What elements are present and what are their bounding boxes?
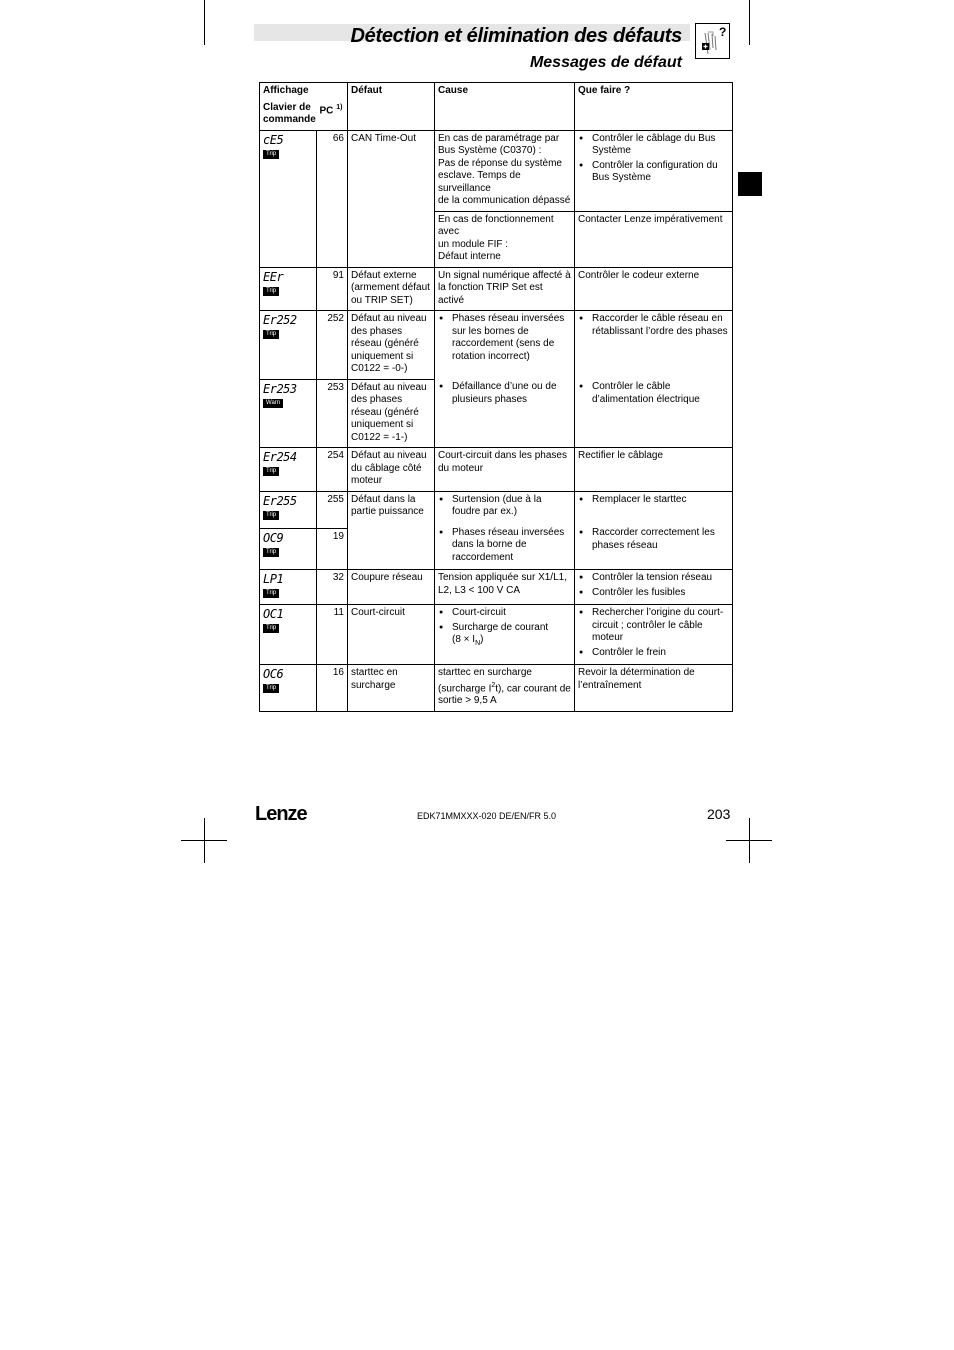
fault-code-cell: [260, 267, 317, 311]
trip-badge: Trip: [263, 548, 279, 557]
list-item: ● Surtension (due à la foudre par ex.): [438, 494, 571, 519]
remedy-text: Contrôler le codeur externe: [575, 267, 733, 311]
list-item: ● Surcharge de courant $(8 \times I_N)$: [438, 622, 571, 651]
header-remedy: Que faire ?: [575, 83, 733, 131]
list-item: ● Raccorder le câble réseau en rétablissant l’ordre des phases: [578, 313, 729, 338]
fault-text: Court-circuit: [348, 605, 435, 665]
pc-code: 66: [317, 130, 348, 267]
remedy-text: Rectifier le câblage: [575, 448, 733, 492]
header-fault: Défaut: [348, 83, 435, 131]
cause-text: starttec en surcharge (surcharge $I^2t$), car courant de sortie > 9,5 A: [435, 665, 575, 712]
page-title: Détection et élimination des défauts: [350, 25, 682, 47]
chapter-tab-marker: [738, 172, 762, 196]
pc-code: 11: [317, 605, 348, 665]
table-row: [260, 665, 733, 712]
list-item: ● Raccorder correctement les phases réseau: [578, 527, 729, 552]
pc-code: 254: [317, 448, 348, 492]
crop-mark: [726, 840, 772, 841]
fault-code: EEr: [263, 269, 284, 284]
fault-code-cell: [260, 605, 317, 665]
fault-code: Er254: [263, 450, 297, 464]
header-pc: PC $^{1)}$: [317, 98, 348, 131]
pc-code: 255: [317, 491, 348, 529]
fault-code: Er253: [263, 381, 297, 396]
list-item: ● Phases réseau inversées sur les bornes de raccordement (sens de rotation incorrect): [438, 313, 571, 363]
fault-code-cell: [260, 311, 317, 380]
table-row: [260, 491, 733, 529]
list-item: ● Contrôler la configuration du Bus Système: [578, 160, 729, 185]
page-number: 203: [707, 806, 731, 822]
remedy-text: [575, 570, 733, 605]
fault-text: Coupure réseau: [348, 570, 435, 605]
cause-text: Court-circuit dans les phases du moteur: [435, 448, 575, 492]
remedy-text: [575, 130, 733, 211]
fault-code-cell: [260, 448, 317, 492]
fault-code-cell: [260, 570, 317, 605]
list-item: ● Rechercher l’origine du court-circuit ; contrôler le câble moteur: [578, 607, 729, 645]
lenze-logo: Lenze: [255, 803, 307, 825]
pc-code: 252: [317, 311, 348, 380]
list-item: ● Contrôler le frein: [578, 647, 729, 660]
fault-code: Er255: [263, 493, 297, 508]
remedy-text: Revoir la détermination de l’entraînement: [575, 665, 733, 712]
crop-mark: [204, 0, 205, 45]
trip-badge: Trip: [263, 467, 279, 476]
question-mark-icon: [695, 23, 730, 59]
page-subtitle: Messages de défaut: [529, 54, 682, 71]
list-item: ● Contrôler les fusibles: [578, 587, 729, 600]
trip-badge: Trip: [263, 150, 279, 159]
list-item: ● Remplacer le starttec: [578, 494, 729, 507]
table-row: [260, 570, 733, 605]
svg-text:?: ?: [719, 25, 727, 39]
header-cause: Cause: [435, 83, 575, 131]
fault-text: Défaut au niveau des phases réseau (généré uniquement si C0122 = -1-): [348, 379, 435, 448]
fault-code: OC9: [263, 531, 284, 545]
fault-text: Défaut dans la partie puissance: [348, 491, 435, 570]
list-item: ● Contrôler la tension réseau: [578, 572, 729, 585]
header-display: Affichage: [260, 83, 348, 98]
pc-code: 19: [317, 529, 348, 570]
list-item: ● Court-circuit: [438, 607, 571, 620]
trip-badge: Trip: [263, 684, 279, 693]
pc-code: 91: [317, 267, 348, 311]
pc-code: 253: [317, 379, 348, 448]
fault-code: LP1: [263, 572, 284, 586]
fault-text: starttec en surcharge: [348, 665, 435, 712]
cause-text: En cas de fonctionnement avec un module FIF : Défaut interne: [435, 211, 575, 267]
remedy-text: [575, 605, 733, 665]
trip-badge: Trip: [263, 330, 279, 339]
pc-code: 16: [317, 665, 348, 712]
fault-code-cell: [260, 529, 317, 570]
cause-text: En cas de paramétrage par Bus Système (C0370) : Pas de réponse du système esclave. Temps de surveillance de la communication dépassé: [435, 130, 575, 211]
trip-badge: Trip: [263, 511, 279, 520]
list-item: ● Contrôler le câblage du Bus Système: [578, 133, 729, 158]
table-row: [260, 267, 733, 311]
fault-text: Défaut au niveau des phases réseau (généré uniquement si C0122 = -0-): [348, 311, 435, 380]
table-row: [260, 605, 733, 665]
fault-code: OC1: [263, 607, 284, 621]
crop-mark: [749, 0, 750, 45]
remedy-text: [575, 491, 733, 570]
table-header-row: [260, 83, 733, 98]
table-row: [260, 448, 733, 492]
fault-code: OC6: [263, 667, 284, 681]
fault-code: cE5: [263, 132, 284, 147]
fault-code: Er252: [263, 313, 297, 327]
header-keypad: Clavier de commande: [260, 98, 317, 131]
cause-text: Tension appliquée sur X1/L1, L2, L3 < 100 V CA: [435, 570, 575, 605]
cause-text: [435, 491, 575, 570]
table-row: [260, 311, 733, 380]
cause-text: Un signal numérique affecté à la fonction TRIP Set est activé: [435, 267, 575, 311]
table-row: [260, 130, 733, 211]
warn-badge: Warn: [263, 399, 283, 408]
fault-text: CAN Time-Out: [348, 130, 435, 267]
fault-code-cell: [260, 379, 317, 448]
pc-code: 32: [317, 570, 348, 605]
fault-text: Défaut externe (armement défaut ou TRIP SET): [348, 267, 435, 311]
cause-text: [435, 311, 575, 448]
fault-code-cell: [260, 665, 317, 712]
fault-code-cell: [260, 130, 317, 267]
fault-messages-table: [259, 82, 733, 712]
fault-code-cell: [260, 491, 317, 529]
list-item: ● Phases réseau inversées dans la borne de raccordement: [438, 527, 571, 565]
crop-mark: [181, 840, 227, 841]
list-item: ● Contrôler le câble d’alimentation électrique: [578, 381, 729, 406]
trip-badge: Trip: [263, 589, 279, 598]
trip-badge: Trip: [263, 287, 279, 296]
remedy-text: Contacter Lenze impérativement: [575, 211, 733, 267]
fault-text: Défaut au niveau du câblage côté moteur: [348, 448, 435, 492]
list-item: ● Défaillance d’une ou de plusieurs phases: [438, 381, 571, 406]
remedy-text: [575, 311, 733, 448]
trip-badge: Trip: [263, 624, 279, 633]
document-reference: EDK71MMXXX-020 DE/EN/FR 5.0: [417, 811, 557, 821]
cause-text: [435, 605, 575, 665]
